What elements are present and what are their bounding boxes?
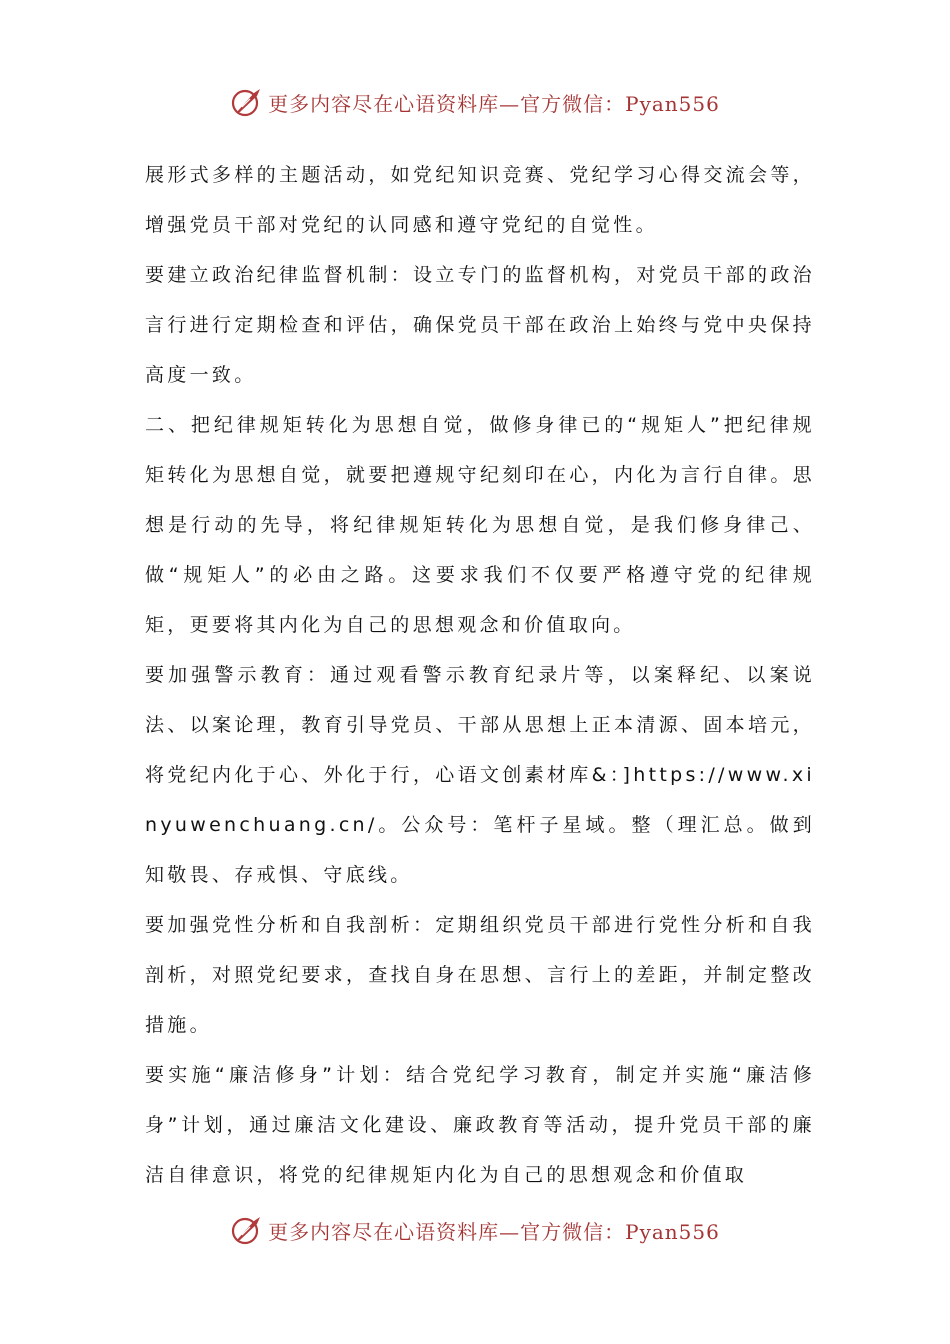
paragraph: 要建立政治纪律监督机制：设立专门的监督机构，对党员干部的政治言行进行定期检查和评估，确保党员干部在政治上始终与党中央保持高度一致。 bbox=[145, 264, 815, 386]
paragraph: 要加强党性分析和自我剖析：定期组织党员干部进行党性分析和自我剖析，对照党纪要求，查找自身在思想、言行上的差距，并制定整改措施。 bbox=[145, 914, 815, 1036]
footer-banner bbox=[0, 1210, 950, 1250]
paragraph: 要加强警示教育：通过观看警示教育纪录片等，以案释纪、以案说法、以案论理，教育引导党员、干部从思想上正本清源、固本培元，将党纪内化于心、外化于行，心语文创素材库&：]https://www.xinyuwenchuang.cn/。公众号：笔杆子星域。整（理汇总。做到知敬畏、存戒惧、守底线。 bbox=[145, 664, 815, 886]
footer-banner-text: 更多内容尽在心语资料库—官方微信：Pyan556 bbox=[268, 1219, 720, 1244]
paragraph: 二、把纪律规矩转化为思想自觉，做修身律已的“规矩人”把纪律规矩转化为思想自觉，就要把遵规守纪刻印在心，内化为言行自律。思想是行动的先导，将纪律规矩转化为思想自觉，是我们修身律己、做“规矩人”的必由之路。这要求我们不仅要严格遵守党的纪律规矩，更要将其内化为自己的思想观念和价值取向。 bbox=[145, 414, 815, 636]
header-banner bbox=[0, 82, 950, 122]
quill-logo-icon bbox=[230, 85, 264, 119]
quill-logo-icon bbox=[230, 1213, 264, 1247]
paragraph: 展形式多样的主题活动，如党纪知识竞赛、党纪学习心得交流会等，增强党员干部对党纪的认同感和遵守党纪的自觉性。 bbox=[145, 164, 815, 236]
header-banner-text: 更多内容尽在心语资料库—官方微信：Pyan556 bbox=[268, 91, 720, 116]
document-body bbox=[145, 150, 815, 1200]
paragraph: 要实施“廉洁修身”计划：结合党纪学习教育，制定并实施“廉洁修身”计划，通过廉洁文化建设、廉政教育等活动，提升党员干部的廉洁自律意识，将党的纪律规矩内化为自己的思想观念和价值取 bbox=[145, 1064, 815, 1186]
